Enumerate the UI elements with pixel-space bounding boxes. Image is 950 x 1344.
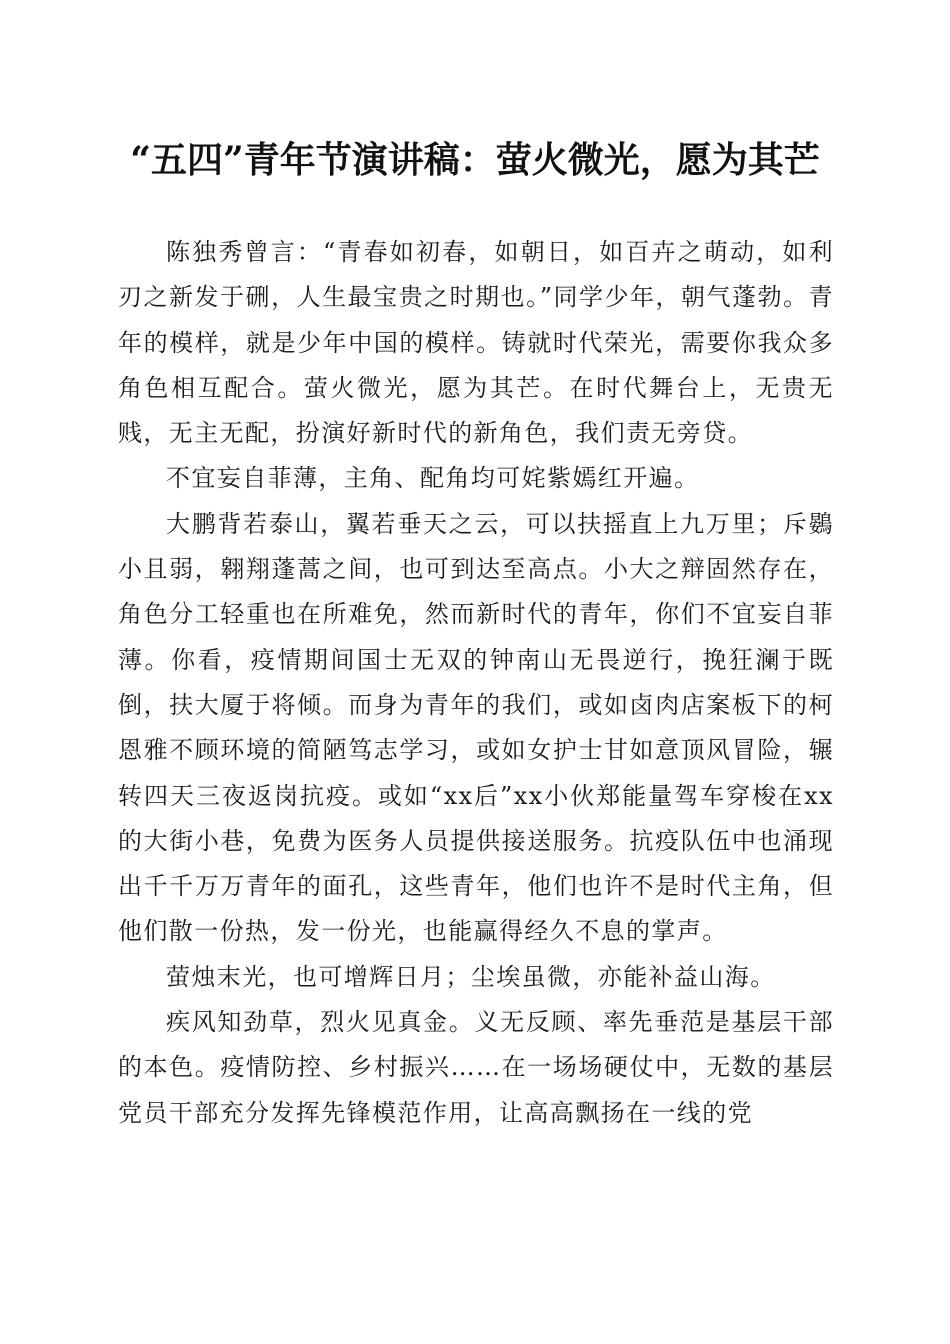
paragraph-4: 萤烛末光，也可增辉日月；尘埃虽微，亦能补益山海。 (166, 962, 776, 991)
paragraph-3: 大鹏背若泰山，翼若垂天之云，可以扶摇直上九万里；斥鷃小且弱，翱翔蓬蒿之间，也可到达至高点。小大之辩固然存在，角色分工轻重也在所难免，然而新时代的青年，你们不宜妄自菲薄。你看，疫情期间国士无双的钟南山无畏逆行，挽狂澜于既倒，扶大厦于将倾。而身为青年的我们，或如卤肉店案板下的柯恩雅不顾环境的简陋笃志学习，或如女护士甘如意顶风冒险，辗转四天三夜返岗抗疫。或如“xx后”xx小伙郑能量驾车穿梭在xx的大街小巷，免费为医务人员提供接送服务。抗疫队伍中也涌现出千千万万青年的面孔，这些青年，他们也许不是时代主角，但他们散一份热，发一份光，也能赢得经久不息的掌声。 (118, 509, 834, 946)
paragraph-2: 不宜妄自菲薄，主角、配角均可姹紫嫣红开遍。 (166, 464, 700, 493)
paragraph-1: 陈独秀曾言：“青春如初春，如朝日，如百卉之萌动，如利刃之新发于硎，人生最宝贵之时期也。”同学少年，朝气蓬勃。青年的模样，就是少年中国的模样。铸就时代荣光，需要你我众多角色相互配合。萤火微光，愿为其芒。在时代舞台上，无贵无贱，无主无配，扮演好新时代的新角色，我们责无旁贷。 (118, 238, 834, 448)
paragraph-5: 疾风知劲草，烈火见真金。义无反顾、率先垂范是基层干部的本色。疫情防控、乡村振兴……在一场场硬仗中，无数的基层党员干部充分发挥先锋模范作用，让高高飘扬在一线的党 (118, 1008, 834, 1127)
page-title: “五四”青年节演讲稿：萤火微光，愿为其芒 (130, 139, 820, 181)
document-body (118, 230, 834, 1136)
